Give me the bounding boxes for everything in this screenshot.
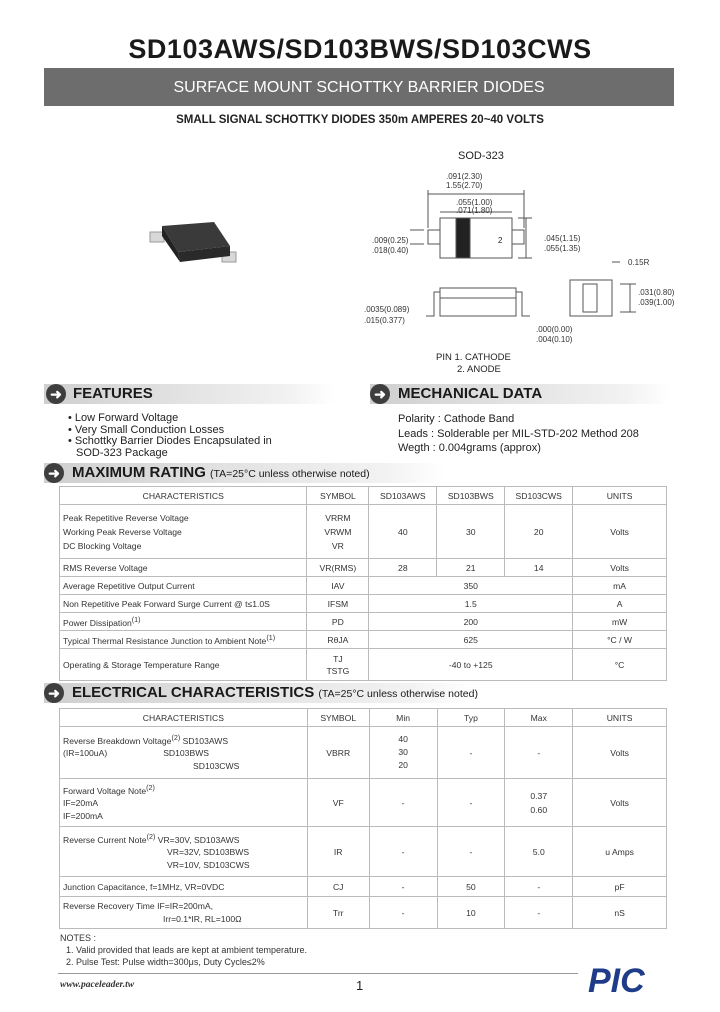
table-cell: Volts — [573, 779, 667, 827]
table-cell: Operating & Storage Temperature Range — [60, 649, 307, 681]
table-row — [60, 613, 667, 631]
dim-label: .045(1.15) — [544, 234, 581, 243]
table-cell: Volts — [573, 559, 667, 577]
table-cell: 21 — [437, 559, 505, 577]
table-header: CHARACTERISTICS — [60, 487, 307, 505]
list-item: • Schottky Barrier Diodes Encapsulated in SOD-323 Package — [68, 435, 272, 459]
cell-text: Reverse Current Note$^{(2)}$ VR=30V, SD103AWS — [63, 832, 240, 845]
cell-text: Irr=0.1*IR, RL=100Ω — [163, 913, 242, 924]
table-cell: -40 to +125 — [369, 649, 573, 681]
table-cell: 625 — [369, 631, 573, 649]
list-item: Polarity : Cathode Band — [398, 413, 515, 425]
table-header: CHARACTERISTICS — [60, 709, 308, 727]
table-cell: - — [505, 897, 573, 929]
features-list — [66, 413, 326, 459]
cell-text: SD103CWS — [193, 761, 240, 772]
table-cell: VF — [307, 779, 369, 827]
dim-label: .000(0.00) — [536, 325, 573, 334]
cell-text: Forward Voltage Note$^{(2)}$ — [63, 783, 155, 796]
table-cell: 50 — [437, 877, 505, 897]
max-rating-title: MAXIMUM RATING (TA=25°C unless otherwise noted) — [72, 464, 370, 481]
cell-text: Working Peak Reverse Voltage — [63, 526, 182, 537]
cell-text: (IR=100uA) SD103BWS — [63, 748, 210, 759]
table-cell: Average Repetitive Output Current — [60, 577, 307, 595]
table-cell: CJ — [307, 877, 369, 897]
table-cell: - — [437, 727, 505, 779]
table-cell: mA — [573, 577, 667, 595]
table-header: UNITS — [573, 487, 667, 505]
table-row — [60, 505, 667, 559]
cell-text: IF=20mA — [63, 798, 99, 809]
mechanical-title: MECHANICAL DATA — [398, 385, 543, 402]
dim-label: .009(0.25) — [372, 236, 409, 245]
table-cell: 200 — [369, 613, 573, 631]
cell-text: DC Blocking Voltage — [63, 540, 142, 551]
table-cell: - — [369, 897, 437, 929]
table-header: UNITS — [573, 709, 667, 727]
table-row — [60, 577, 667, 595]
table-header: SYMBOL — [307, 709, 369, 727]
cell-text: 30 — [398, 747, 408, 757]
table-cell: A — [573, 595, 667, 613]
table-cell: Trr — [307, 897, 369, 929]
cell-text: VRRM — [325, 512, 351, 523]
cell-text: VR — [331, 540, 344, 551]
mechanical-list — [398, 412, 639, 456]
dim-label: .015(0.377) — [364, 316, 405, 325]
list-item: Leads : Solderable per MIL-STD-202 Method 208 — [398, 427, 639, 440]
table-cell: 30 — [437, 505, 505, 559]
list-item: • Low Forward Voltage — [68, 412, 179, 424]
notes-heading: NOTES : — [60, 933, 97, 943]
dim-label: .055(1.00) — [456, 198, 493, 207]
cell-text: Peak Repetitive Reverse Voltage — [63, 512, 189, 523]
note-item: 1. Valid provided that leads are kept at ambient temperature. — [66, 945, 307, 955]
table-cell: - — [505, 727, 573, 779]
footer-divider — [58, 973, 578, 974]
table-cell: VBRR — [307, 727, 369, 779]
list-item: • Very Small Conduction Losses — [68, 423, 225, 436]
pin-1-label: PIN 1. CATHODE — [436, 352, 511, 363]
svg-text:PIC: PIC — [588, 962, 645, 998]
table-cell: Volts — [573, 505, 667, 559]
arrow-right-icon: ➜ — [44, 463, 64, 483]
cell-text: VRWM — [324, 526, 352, 537]
table-cell: IR — [307, 827, 369, 877]
table-cell: Power Dissipation$^{(1)}$ — [60, 613, 307, 631]
document-title: SD103AWS/SD103BWS/SD103CWS — [128, 34, 592, 64]
arrow-right-icon: ➜ — [370, 384, 390, 404]
dim-label: .071(1.80) — [456, 206, 493, 215]
table-row — [60, 877, 667, 897]
page-number: 1 — [356, 978, 364, 993]
dim-label: .004(0.10) — [536, 335, 573, 344]
table-cell: mW — [573, 613, 667, 631]
footer-url[interactable]: www.paceleader.tw — [60, 980, 135, 990]
electrical-title: ELECTRICAL CHARACTERISTICS (TA=25°C unless otherwise noted) — [72, 684, 478, 701]
max-rating-table — [59, 486, 667, 681]
table-row — [60, 559, 667, 577]
table-row — [60, 649, 667, 681]
table-cell: - — [437, 827, 505, 877]
table-cell: - — [437, 779, 505, 827]
note-item: 2. Pulse Test: Pulse width=300μs, Duty Cycle≤2% — [66, 957, 265, 967]
table-cell: 20 — [505, 505, 573, 559]
table-cell: Volts — [573, 727, 667, 779]
package-label: SOD-323 — [458, 150, 504, 162]
dim-label: .039(1.00) — [638, 298, 675, 307]
table-cell: 1.5 — [369, 595, 573, 613]
table-header: SD103CWS — [505, 487, 573, 505]
table-cell: 14 — [505, 559, 573, 577]
table-cell: - — [369, 827, 437, 877]
table-header-row — [60, 709, 667, 727]
dim-label: .031(0.80) — [638, 288, 675, 297]
dim-label: 1.55(2.70) — [446, 181, 483, 190]
cell-text: Reverse Breakdown Voltage$^{(2)}$ SD103AWS — [63, 733, 229, 746]
cell-text: VR=32V, SD103BWS — [167, 847, 250, 858]
table-row — [60, 631, 667, 649]
table-row — [60, 779, 667, 827]
table-header: Min — [369, 709, 437, 727]
dim-label: 0.15R — [628, 258, 650, 267]
list-item: Wegth : 0.004grams (approx) — [398, 442, 541, 454]
table-cell: 350 — [369, 577, 573, 595]
table-cell: 40 — [369, 505, 437, 559]
pic-logo — [588, 962, 668, 998]
table-cell: PD — [307, 613, 369, 631]
table-header: SYMBOL — [307, 487, 369, 505]
table-cell: pF — [573, 877, 667, 897]
table-header: Typ — [437, 709, 505, 727]
table-cell: IFSM — [307, 595, 369, 613]
cell-text: TSTG — [326, 665, 350, 676]
table-cell: °C — [573, 649, 667, 681]
table-row — [60, 595, 667, 613]
diode-photo — [140, 212, 250, 272]
table-cell: RMS Reverse Voltage — [60, 559, 307, 577]
table-header: SD103AWS — [369, 487, 437, 505]
dim-label: .091(2.30) — [446, 172, 483, 181]
table-cell: - — [369, 877, 437, 897]
cell-text: Reverse Recovery Time IF=IR=200mA, — [63, 900, 213, 911]
pin2-marker: 2 — [498, 236, 503, 245]
table-cell: - — [505, 877, 573, 897]
features-title: FEATURES — [73, 385, 153, 402]
table-header: SD103BWS — [437, 487, 505, 505]
table-cell: 10 — [437, 897, 505, 929]
cell-text: 40 — [398, 734, 408, 744]
table-cell: - — [369, 779, 437, 827]
table-cell: 28 — [369, 559, 437, 577]
product-summary: SMALL SIGNAL SCHOTTKY DIODES 350m AMPERES 20~40 VOLTS — [176, 114, 544, 126]
dim-label: .018(0.40) — [372, 246, 409, 255]
cell-text: VR=10V, SD103CWS — [167, 860, 250, 871]
table-cell: °C / W — [573, 631, 667, 649]
cell-text: IF=200mA — [63, 811, 103, 822]
dim-label: .055(1.35) — [544, 244, 581, 253]
subtitle-banner: SURFACE MOUNT SCHOTTKY BARRIER DIODES — [44, 68, 674, 106]
table-cell: VR(RMS) — [307, 559, 369, 577]
arrow-right-icon: ➜ — [46, 384, 66, 404]
table-header-row — [60, 487, 667, 505]
table-row — [60, 827, 667, 877]
table-cell: u Amps — [573, 827, 667, 877]
dim-label: .0035(0.089) — [364, 305, 410, 314]
table-row — [60, 727, 667, 779]
table-cell: Non Repetitive Peak Forward Surge Current @ t≤1.0S — [60, 595, 307, 613]
pin1-marker: 1 — [447, 236, 452, 245]
cell-text: TJ — [333, 653, 343, 664]
table-row — [60, 897, 667, 929]
electrical-table — [59, 708, 667, 929]
cell-text: 20 — [398, 760, 408, 770]
arrow-right-icon: ➜ — [44, 683, 64, 703]
table-cell: RθJA — [307, 631, 369, 649]
table-header: Max — [505, 709, 573, 727]
notes — [60, 932, 307, 968]
table-cell: nS — [573, 897, 667, 929]
table-cell: Junction Capacitance, f=1MHz, VR=0VDC — [60, 877, 308, 897]
pin-2-label: 2. ANODE — [457, 364, 501, 375]
table-cell: IAV — [307, 577, 369, 595]
cell-text: 0.37 — [530, 790, 548, 801]
cell-text: 0.60 — [530, 804, 548, 815]
table-cell: Typical Thermal Resistance Junction to Ambient Note$^{(1)}$ — [60, 631, 307, 649]
table-cell: 5.0 — [505, 827, 573, 877]
